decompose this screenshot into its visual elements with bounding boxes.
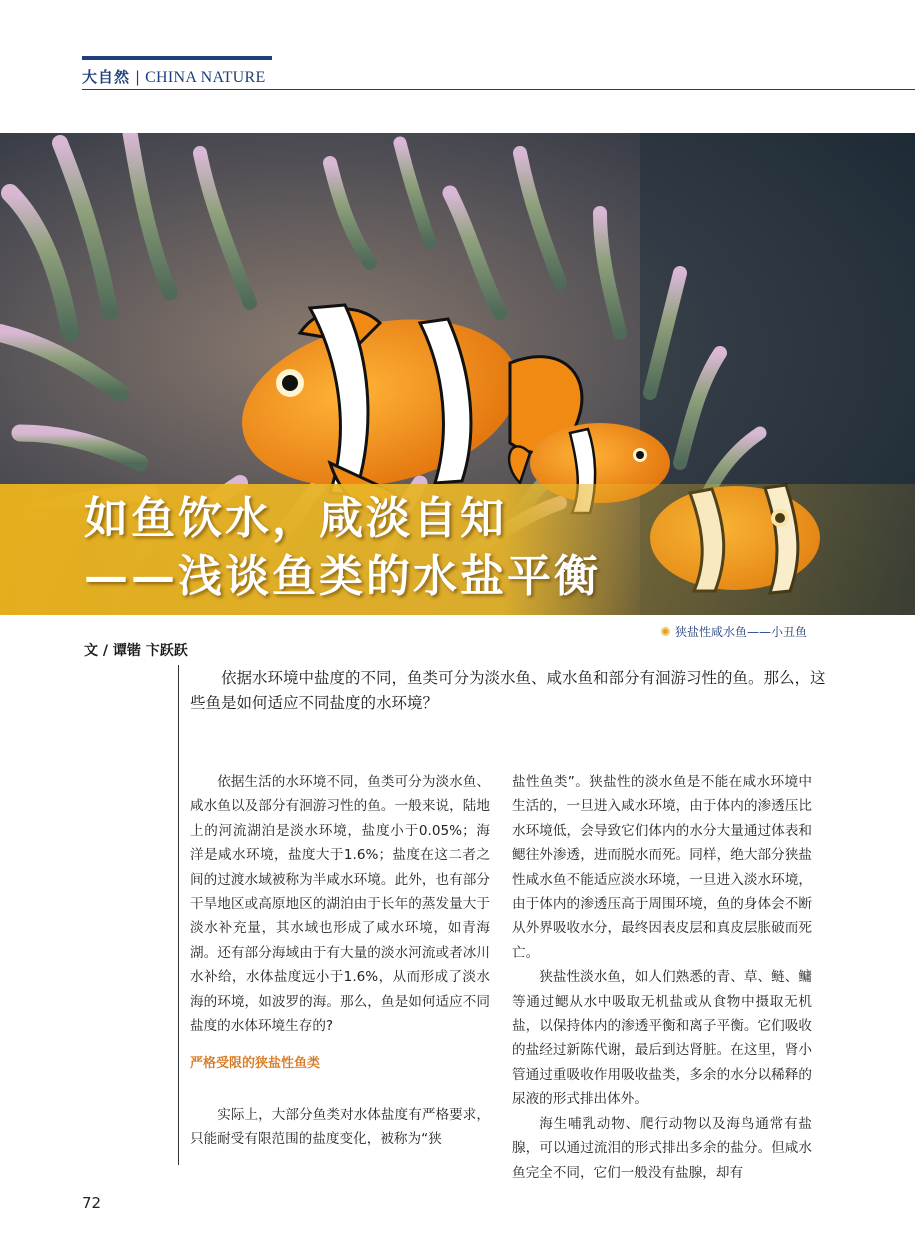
left-paragraph-2: 实际上，大部分鱼类对水体盐度有严格要求，只能耐受有限范围的盐度变化，被称为“狭 [190,1106,490,1148]
lead-vertical-rule [178,665,179,1165]
photo-caption [661,623,807,640]
magazine-header [82,66,266,87]
caption-text: 狭盐性咸水鱼——小丑鱼 [674,625,807,639]
header-separator: | [135,68,141,86]
left-paragraph-1: 依据生活的水环境不同，鱼类可分为淡水鱼、咸水鱼以及部分有洄游习性的鱼。一般来说，陆地上的河流湖泊是淡水环境，盐度小于0.05%；海洋是咸水环境，盐度大于1.6%；盐度在这二者之间的过渡水域被称为半咸水环境。此外，也有部分干旱地区或高原地区的湖泊由于长年的蒸发量大于淡水补充量，其水域也形成了咸水环境，如青海湖。还有部分海域由于有大量的淡水河流或者冰川水补给，水体盐度远小于1.6%，从而形成了淡水海的环境，如波罗的海。那么，鱼是如何适应不同盐度的水体环境生存的? [190,774,490,1035]
article-title [84,490,601,606]
right-paragraph-3: 海生哺乳动物、爬行动物以及海鸟通常有盐腺，可以通过流泪的形式排出多余的盐分。但咸水鱼完全不同，它们一般没有盐腺，却有 [512,1115,812,1181]
left-column [190,770,490,1152]
section-heading: 严格受限的狭盐性鱼类 [190,1056,321,1072]
right-paragraph-2: 狭盐性淡水鱼，如人们熟悉的青、草、鲢、鳙等通过鳃从水中吸取无机盐或从食物中摄取无机盐，以保持体内的渗透平衡和离子平衡。它们吸收的盐经过新陈代谢，最后到达肾脏。在这里，肾小管通过重吸收作用吸收盐类，多余的水分以稀释的尿液的形式排出体外。 [512,969,812,1108]
page-number: 72 [82,1194,102,1212]
section-name-cn: 大自然 [82,68,131,86]
lead-paragraph: 依据水环境中盐度的不同，鱼类可分为淡水鱼、咸水鱼和部分有洄游习性的鱼。那么，这些鱼是如何适应不同盐度的水环境？ [190,669,826,712]
section-name-en: CHINA NATURE [145,69,266,86]
title-line-2: ——浅谈鱼类的水盐平衡 [84,551,601,602]
right-paragraph-1: 盐性鱼类”。狭盐性的淡水鱼是不能在咸水环境中生活的，一旦进入咸水环境，由于体内的渗透压比水环境低，会导致它们体内的水分大量通过体表和鳃往外渗透，进而脱水而死。同样，绝大部分狭盐性咸水鱼不能适应淡水环境，一旦进入淡水环境，由于体内的渗透压高于周围环境，鱼的身体会不断从外界吸收水分，最终因表皮层和真皮层胀破而死亡。 [512,774,812,961]
title-line-1: 如鱼饮水，咸淡自知 [84,493,507,544]
header-rule [82,89,915,90]
right-column [512,770,812,1185]
author-byline: 文 / 谭锴 卞跃跃 [84,643,188,659]
caption-bullet-icon [661,627,670,636]
header-accent-bar [82,56,272,60]
